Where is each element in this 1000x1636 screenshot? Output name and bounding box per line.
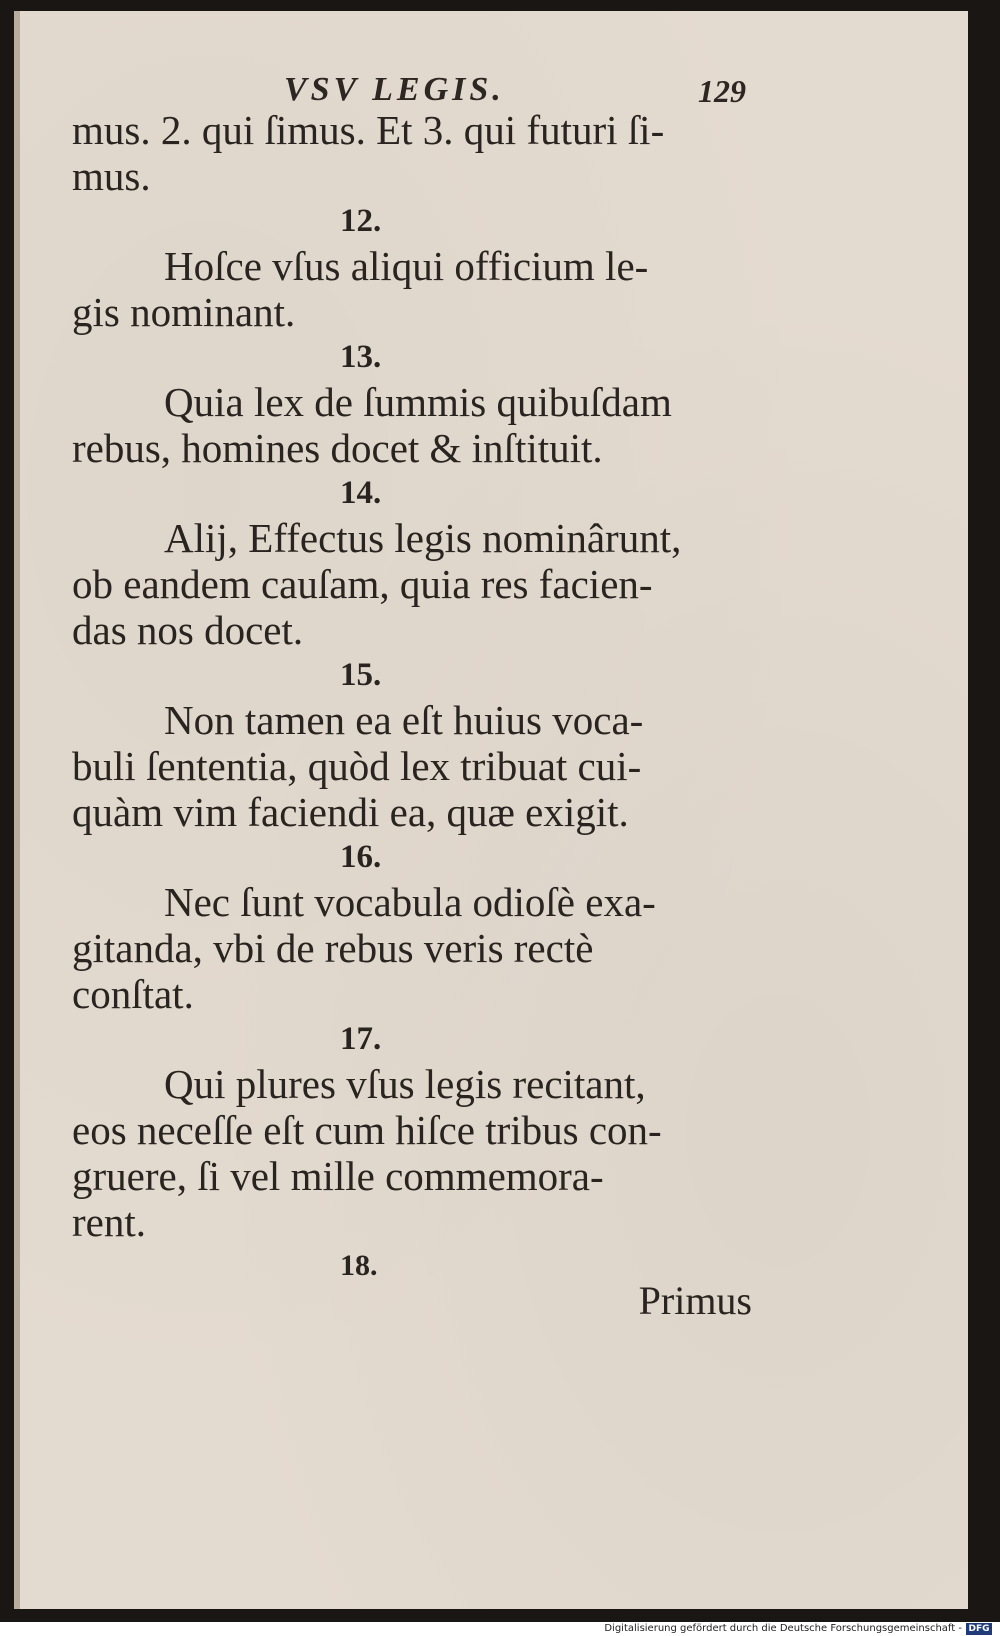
text-line: rent. bbox=[72, 1199, 146, 1245]
text-line: quàm vim faciendi ea, quæ exigit. bbox=[72, 789, 629, 835]
catchword: Primus bbox=[638, 1278, 752, 1323]
next-section-number: 18. bbox=[340, 1249, 378, 1282]
digitization-footer bbox=[0, 1622, 1000, 1636]
section-number: 15. bbox=[340, 657, 382, 693]
text-line: Alij, Effectus legis nominârunt, bbox=[164, 515, 682, 561]
text-line: ob eandem cauſam, quia res facien- bbox=[72, 561, 653, 607]
funding-credit: Digitalisierung gefördert durch die Deutsche Forschungsgemeinschaft - bbox=[604, 1623, 962, 1634]
section-number: 16. bbox=[340, 839, 382, 875]
text-line: Qui plures vſus legis recitant, bbox=[164, 1061, 646, 1107]
text-line: mus. 2. qui ſimus. Et 3. qui futuri ſi- bbox=[72, 107, 665, 153]
text-line: gis nominant. bbox=[72, 289, 296, 335]
text-line: gitanda, vbi de rebus veris rectè bbox=[72, 925, 594, 971]
text-line: Non tamen ea eſt huius voca- bbox=[164, 697, 644, 743]
text-line: gruere, ſi vel mille commemora- bbox=[72, 1153, 604, 1199]
section-number: 13. bbox=[340, 339, 382, 375]
page-text bbox=[72, 59, 752, 1323]
text-line: mus. bbox=[72, 153, 151, 199]
text-line: conſtat. bbox=[72, 971, 194, 1017]
dfg-logo: DFG bbox=[966, 1623, 992, 1635]
text-line: das nos docet. bbox=[72, 607, 304, 653]
text-line: Nec ſunt vocabula odioſè exa- bbox=[164, 879, 656, 925]
text-line: rebus, homines docet & inſtituit. bbox=[72, 425, 603, 471]
text-line: Hoſce vſus aliqui officium le- bbox=[164, 243, 649, 289]
page-header bbox=[72, 59, 752, 107]
section-number: 17. bbox=[340, 1021, 382, 1057]
section-number: 14. bbox=[340, 475, 382, 511]
page-footer-row bbox=[72, 1249, 752, 1323]
text-line: Quia lex de ſummis quibuſdam bbox=[164, 379, 672, 425]
section-number: 12. bbox=[340, 203, 382, 239]
text-line: eos neceſſe eſt cum hiſce tribus con- bbox=[72, 1107, 662, 1153]
running-head: VSV LEGIS. bbox=[284, 71, 505, 108]
page-number: 129 bbox=[698, 73, 746, 109]
book-page bbox=[14, 11, 968, 1609]
text-line: buli ſententia, quòd lex tribuat cui- bbox=[72, 743, 642, 789]
